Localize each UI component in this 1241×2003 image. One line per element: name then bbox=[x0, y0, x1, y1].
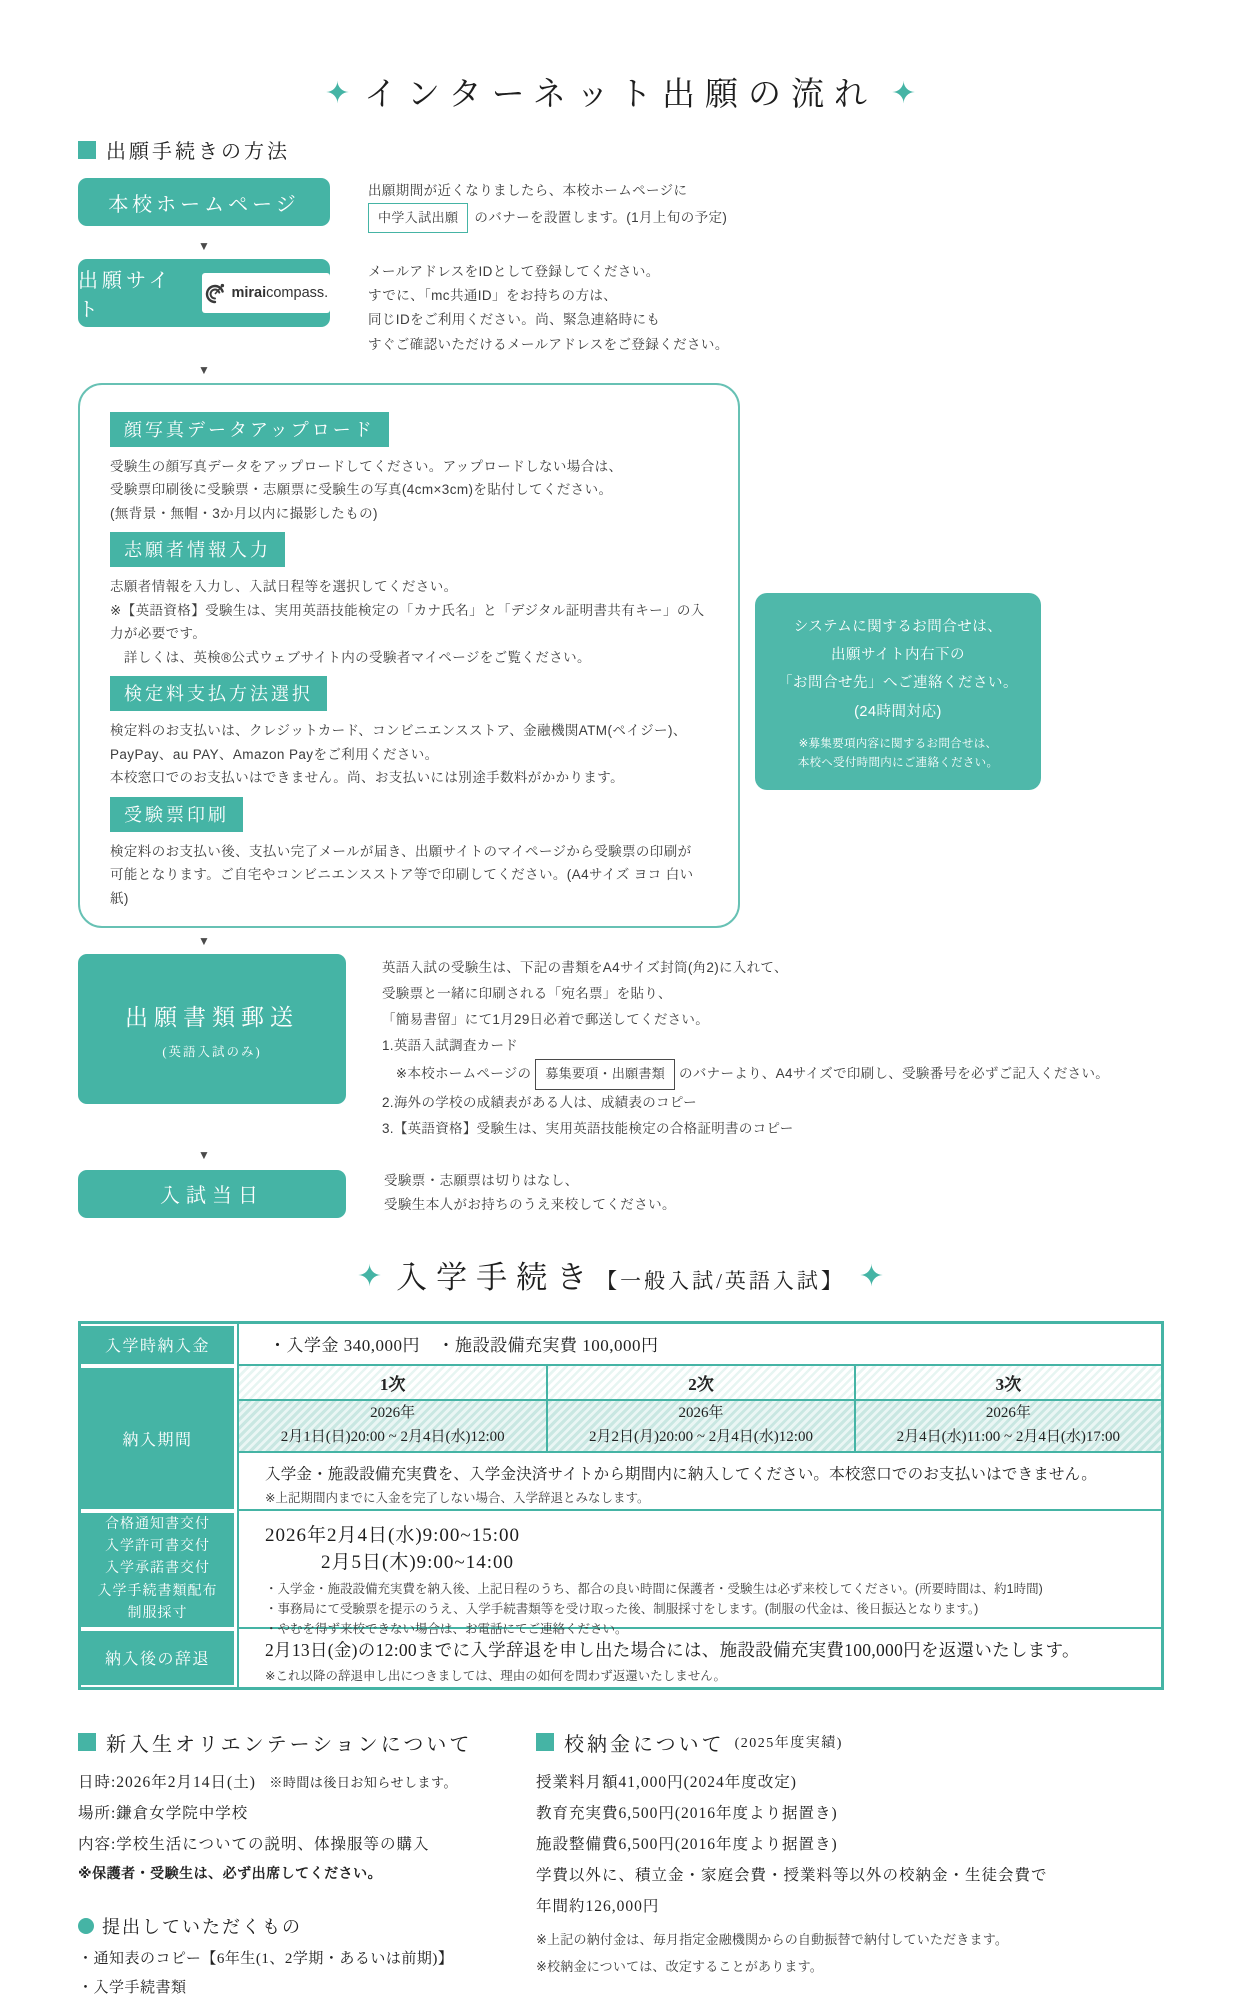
desc-line: 受験票印刷後に受験票・志願票に受験生の写真(4cm×3cm)を貼付してください。 bbox=[110, 482, 613, 498]
desc-line bbox=[368, 203, 727, 232]
page-title-text: インターネット出願の流れ bbox=[363, 77, 878, 113]
detail-text bbox=[110, 575, 708, 669]
table-row-payment-periods bbox=[237, 1401, 1161, 1453]
payment-period-cell bbox=[854, 1401, 1161, 1451]
delivery-date: 2月5日(木)9:00~14:00 bbox=[321, 1551, 514, 1573]
application-detail-box bbox=[78, 383, 740, 928]
desc-line: 受験票と一緒に印刷される「宛名票」を貼り、 bbox=[382, 986, 672, 1002]
desc-line: すぐご確認いただけるメールアドレスをご登録ください。 bbox=[368, 336, 729, 352]
period-range: 2月4日(水)11:00 ~ 2月4日(水)17:00 bbox=[896, 1428, 1121, 1445]
flow-box-exam-day: 入試当日 bbox=[78, 1170, 346, 1218]
desc-line: 検定料のお支払いは、クレジットカード、コンビニエンスストア、金融機関ATM(ペイジー)、 bbox=[110, 723, 687, 739]
contact-main-text bbox=[763, 613, 1033, 726]
orientation-content: 内容:学校生活についての説明、体操服等の購入 bbox=[78, 1835, 430, 1853]
table-label-entrance-fee: 入学時納入金 bbox=[81, 1326, 234, 1364]
orientation-header bbox=[78, 1728, 536, 1757]
fee-line: 施設整備費6,500円(2016年度より据置き) bbox=[536, 1835, 838, 1853]
detail-label-payment-method: 検定料支払方法選択 bbox=[110, 676, 327, 711]
school-fees-section bbox=[536, 1728, 1241, 2003]
sparkle-icon: ✦ bbox=[356, 1259, 383, 1293]
flow-desc-mail-documents bbox=[382, 954, 1109, 1141]
desc-line: 受験生の顔写真データをアップロードしてください。アップロードしない場合は、 bbox=[110, 458, 623, 474]
orientation-datetime-label: 日時:2026年2月14日(土) bbox=[78, 1773, 256, 1791]
desc-line: 出願サイト内右下の bbox=[831, 647, 965, 664]
flow-step-homepage bbox=[78, 178, 1196, 233]
mail-box-subtitle: (英語入試のみ) bbox=[162, 1044, 262, 1059]
arrow-down-icon: ▼ bbox=[198, 1147, 210, 1162]
square-bullet-icon bbox=[78, 1733, 96, 1751]
detail-section-photo-upload bbox=[110, 405, 708, 525]
enrollment-title-main: 入学手続き bbox=[396, 1259, 597, 1295]
delivery-date: 2026年2月4日(水)9:00~15:00 bbox=[265, 1524, 520, 1546]
label-line: 制服採寸 bbox=[127, 1606, 188, 1622]
compass-icon bbox=[203, 281, 227, 305]
orientation-place: 場所:鎌倉女学院中学校 bbox=[78, 1804, 249, 1822]
withdrawal-sub: ※これ以降の辞退申し出につきましては、理由の如何を問わず返還いたしません。 bbox=[265, 1668, 726, 1683]
desc-line: すでに、「mc共通ID」をお持ちの方は、 bbox=[368, 287, 618, 303]
table-label-withdrawal: 納入後の辞退 bbox=[81, 1631, 234, 1685]
desc-line: PayPay、au PAY、Amazon Payをご利用ください。 bbox=[110, 746, 439, 762]
sparkle-icon: ✦ bbox=[891, 77, 917, 110]
bullet-line: ・入学金・施設設備充実費を納入後、上記日程のうち、都合の良い時間に保護者・受験生は必ず来校してください。(所要時間は、約1時間) bbox=[265, 1581, 1043, 1596]
system-contact-box bbox=[755, 593, 1041, 790]
fee-note-line: ※校納金については、改定することがあります。 bbox=[536, 1958, 823, 1974]
submit-item: ・入学手続書類 bbox=[78, 1979, 187, 1996]
fee-line: 年間約126,000円 bbox=[536, 1897, 660, 1915]
flow-step-mail-documents bbox=[78, 954, 1196, 1141]
sparkle-icon: ✦ bbox=[324, 77, 350, 110]
flow-desc-application-site bbox=[368, 259, 729, 357]
detail-section-ticket-print bbox=[110, 790, 708, 910]
flow-desc-homepage bbox=[368, 178, 727, 233]
desc-line: 詳しくは、英検®公式ウェブサイト内の受験者マイページをご覧ください。 bbox=[110, 649, 591, 665]
application-flow bbox=[78, 178, 1196, 1218]
fees-header-sub: (2025年度実績) bbox=[734, 1736, 843, 1752]
desc-line: 3.【英語資格】受験生は、実用英語技能検定の合格証明書のコピー bbox=[382, 1120, 794, 1136]
square-bullet-icon bbox=[536, 1733, 554, 1751]
flow-desc-exam-day bbox=[384, 1168, 676, 1218]
section-header-text: 出願手続きの方法 bbox=[106, 141, 290, 163]
flow-box-school-homepage: 本校ホームページ bbox=[78, 178, 330, 226]
period-year: 2026年 bbox=[370, 1405, 416, 1422]
orientation-section bbox=[78, 1728, 536, 2003]
desc-line: 1.英語入試調査カード bbox=[382, 1037, 519, 1053]
desc-line-text: のバナーを設置します。(1月上旬の予定) bbox=[474, 210, 728, 226]
desc-line bbox=[382, 1059, 1109, 1090]
flow-step-application-site bbox=[78, 259, 1196, 357]
enrollment-procedure-table bbox=[78, 1321, 1164, 1690]
desc-line: 志願者情報を入力し、入試日程等を選択してください。 bbox=[110, 579, 458, 595]
desc-line: ※【英語資格】受験生は、実用英語技能検定の「カナ氏名」と「デジタル証明書共有キー」の入力が必要です。 bbox=[110, 602, 705, 642]
bullet-line: ・事務局にて受験票を提示のうえ、入学手続書類等を受け取った後、制服採寸をします。(制服の代金は、後日振込となります。) bbox=[265, 1601, 979, 1616]
section-header-application-method bbox=[78, 135, 1241, 164]
desc-line: 同じIDをご利用ください。尚、緊急連絡時にも bbox=[368, 312, 661, 328]
payment-note-sub: ※上記期間内までに入金を完了しない場合、入学辞退とみなします。 bbox=[265, 1490, 650, 1505]
desc-line: 出願期間が近くなりましたら、本校ホームページに bbox=[368, 183, 688, 198]
desc-line: 本校へ受付時間内にご連絡ください。 bbox=[797, 757, 999, 770]
desc-line: 2.海外の学校の成績表がある人は、成績表のコピー bbox=[382, 1094, 697, 1110]
period-year: 2026年 bbox=[678, 1405, 724, 1422]
submit-items-header bbox=[78, 1913, 536, 1939]
desc-line: 「簡易書留」にて1月29日必着で郵送してください。 bbox=[382, 1011, 710, 1027]
table-cell-entrance-fee: ・入学金 340,000円 ・施設設備充実費 100,000円 bbox=[237, 1324, 1161, 1366]
flow-box-mail-documents bbox=[78, 954, 346, 1104]
orientation-datetime-note: ※時間は後日お知らせします。 bbox=[255, 1774, 457, 1790]
contact-note-text bbox=[763, 735, 1033, 774]
detail-text bbox=[110, 840, 708, 910]
detail-section-payment-method bbox=[110, 669, 708, 789]
period-range: 2月1日(日)20:00 ~ 2月4日(水)12:00 bbox=[280, 1428, 505, 1445]
arrow-down-icon: ▼ bbox=[198, 934, 210, 949]
fees-header bbox=[536, 1728, 1193, 1757]
table-label-payment-period: 納入期間 bbox=[81, 1368, 234, 1509]
payment-period-cell bbox=[239, 1401, 546, 1451]
period-range: 2月2日(月)20:00 ~ 2月4日(水)12:00 bbox=[589, 1428, 813, 1445]
desc-line: 受験生本人がお持ちのうえ来校してください。 bbox=[384, 1196, 676, 1212]
submit-items-header-text: 提出していただくもの bbox=[102, 1916, 302, 1937]
fee-line: 学費以外に、積立金・家庭会費・授業料等以外の校納金・生徒会費で bbox=[536, 1866, 1048, 1884]
period-year: 2026年 bbox=[985, 1405, 1031, 1422]
orientation-attendance-note: ※保護者・受験生は、必ず出席してください。 bbox=[78, 1864, 383, 1881]
label-line: 入学許可書交付 bbox=[105, 1538, 210, 1554]
label-line: 入学承諾書交付 bbox=[105, 1561, 210, 1577]
enrollment-title-sub: 【一般入試/英語入試】 bbox=[596, 1268, 845, 1293]
junior-exam-banner-badge: 中学入試出願 bbox=[368, 203, 468, 232]
fee-line: 教育充実費6,500円(2016年度より据置き) bbox=[536, 1804, 838, 1822]
desc-line: 検定料のお支払い後、支払い完了メールが届き、出願サイトのマイページから受験票の印刷が bbox=[110, 843, 692, 859]
table-cell-payment-note bbox=[237, 1453, 1161, 1511]
desc-line: 「お問合せ先」へご連絡ください。 bbox=[778, 675, 1018, 692]
page-title bbox=[0, 0, 1241, 115]
application-site-label: 出願サイト bbox=[78, 269, 173, 321]
desc-line-text: のバナーより、A4サイズで印刷し、受験番号を必ずご記入ください。 bbox=[679, 1065, 1110, 1081]
miraicompass-logo-text: miraicompass. bbox=[231, 284, 329, 301]
desc-line: 英語入試の受験生は、下記の書類をA4サイズ封筒(角2)に入れて、 bbox=[382, 960, 788, 976]
orientation-header-text: 新入生オリエンテーションについて bbox=[106, 1733, 473, 1756]
payment-round-header: 3次 bbox=[854, 1366, 1161, 1399]
submit-item: ・通知表のコピー【6年生(1、2学期・あるいは前期)】 bbox=[78, 1950, 454, 1967]
flow-box-application-site bbox=[78, 259, 330, 327]
desc-line-text: ※本校ホームページの bbox=[382, 1065, 532, 1081]
fee-note-line: ※上記の納付金は、毎月指定金融機関からの自動振替で納付していただきます。 bbox=[536, 1931, 1009, 1947]
table-label-document-delivery bbox=[81, 1513, 234, 1627]
detail-label-applicant-info: 志願者情報入力 bbox=[110, 532, 285, 567]
fees-header-text: 校納金について bbox=[564, 1733, 725, 1756]
table-cell-withdrawal bbox=[237, 1629, 1161, 1687]
miraicompass-logo bbox=[202, 273, 330, 313]
desc-line: システムに関するお問合せは、 bbox=[793, 618, 1003, 635]
sparkle-icon: ✦ bbox=[858, 1259, 885, 1293]
arrow-down-icon: ▼ bbox=[198, 238, 210, 253]
label-line: 合格通知書交付 bbox=[105, 1516, 210, 1532]
withdrawal-main: 2月13日(金)の12:00までに入学辞退を申し出た場合には、施設設備充実費100,000円を返還いたします。 bbox=[265, 1639, 1080, 1660]
desc-line: ※募集要項内容に関するお問合せは、 bbox=[798, 737, 998, 750]
requirements-documents-badge: 募集要項・出願書類 bbox=[535, 1059, 675, 1090]
label-line: 入学手続書類配布 bbox=[97, 1583, 218, 1599]
payment-period-cell bbox=[546, 1401, 853, 1451]
fees-notes bbox=[536, 1926, 1193, 1981]
desc-line: メールアドレスをIDとして登録してください。 bbox=[368, 263, 660, 279]
detail-label-photo-upload: 顔写真データアップロード bbox=[110, 412, 389, 447]
payment-round-header: 2次 bbox=[546, 1366, 853, 1399]
orientation-datetime bbox=[78, 1767, 536, 1798]
desc-line: 可能となります。ご自宅やコンビニエンスストア等で印刷してください。(A4サイズ ヨコ 白い紙) bbox=[110, 867, 694, 906]
bullet-line: ・やむを得ず来校できない場合は、お電話にてご連絡ください。 bbox=[265, 1622, 628, 1637]
desc-line: (無背景・無帽・3か月以内に撮影したもの) bbox=[110, 505, 378, 521]
desc-line: 本校窓口でのお支払いはできません。尚、お支払いには別途手数料がかかります。 bbox=[110, 770, 625, 786]
payment-note-main: 入学金・施設設備充実費を、入学金決済サイトから期間内に納入してください。本校窓口でのお支払いはできません。 bbox=[265, 1465, 1097, 1483]
square-bullet-icon bbox=[78, 141, 96, 159]
circle-bullet-icon bbox=[78, 1918, 94, 1934]
desc-line: (24時間対応) bbox=[854, 703, 942, 720]
flow-step-exam-day bbox=[78, 1168, 1196, 1218]
enrollment-title bbox=[0, 1252, 1241, 1297]
fee-line: 授業料月額41,000円(2024年度改定) bbox=[536, 1773, 797, 1791]
bottom-sections bbox=[78, 1728, 1241, 2003]
detail-section-applicant-info bbox=[110, 525, 708, 669]
detail-text bbox=[110, 455, 708, 525]
detail-label-ticket-print: 受験票印刷 bbox=[110, 797, 243, 832]
table-row-payment-headers bbox=[237, 1366, 1161, 1401]
desc-line: 受験票・志願票は切りはなし、 bbox=[384, 1172, 579, 1188]
payment-round-header: 1次 bbox=[239, 1366, 546, 1399]
detail-text bbox=[110, 719, 708, 789]
mail-box-title: 出願書類郵送 bbox=[125, 1004, 299, 1030]
flow-step-details bbox=[78, 383, 1196, 928]
arrow-down-icon: ▼ bbox=[198, 362, 210, 377]
table-cell-document-delivery bbox=[237, 1511, 1161, 1637]
